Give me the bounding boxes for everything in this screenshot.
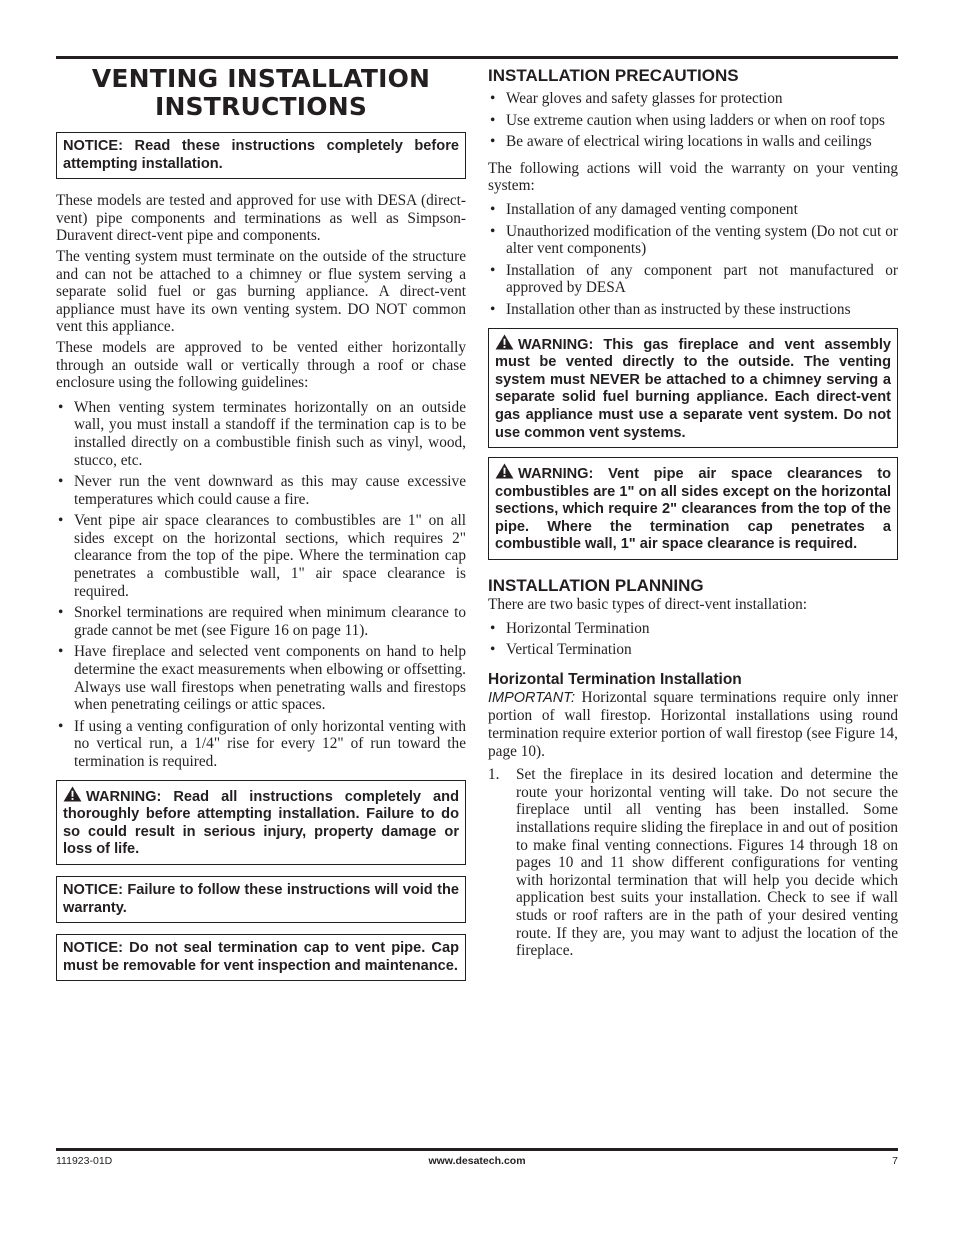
warning-triangle-icon — [495, 334, 514, 350]
planning-heading: INSTALLATION PLANNING — [488, 576, 704, 596]
step-number: 1. — [488, 766, 500, 784]
notice-void-warranty: NOTICE: Failure to follow these instructions will void the warranty. — [56, 876, 466, 923]
list-item: • Vent pipe air space clearances to combustibles are 1" on all sides except on the horizontal sections, which requires 2" clearance from the top of the pipe. Where the termination cap penetrates a combustible wall, 1" air space clearance is required. — [56, 512, 466, 600]
warning-triangle-icon — [495, 463, 514, 479]
termination-paragraph: The venting system must terminate on the outside of the structure and can not be attached to a chimney or flue system serving a separate solid fuel or gas burning appliance. A direct-vent appliance must have its own venting system. DO NOT common vent this appliance. — [56, 247, 466, 336]
list-item: • Never run the vent downward as this may cause excessive temperatures which could cause a fire. — [56, 473, 466, 508]
list-item: • Horizontal Termination — [488, 620, 898, 638]
list-item: • Use extreme caution when using ladders or when on roof tops — [488, 112, 898, 130]
notice-do-not-seal: NOTICE: Do not seal termination cap to vent pipe. Cap must be removable for vent inspection and maintenance. — [56, 934, 466, 981]
footer-website: www.desatech.com — [428, 1155, 526, 1167]
footer-doc-number: 111923-01D — [56, 1155, 113, 1167]
page-title: VENTING INSTALLATION INSTRUCTIONS — [91, 64, 431, 121]
list-item: • Installation of any component part not manufactured or approved by DESA — [488, 262, 898, 297]
top-rule — [56, 56, 898, 59]
list-item: • Installation of any damaged venting component — [488, 201, 898, 219]
precautions-list — [488, 90, 898, 151]
list-item: • Wear gloves and safety glasses for protection — [488, 90, 898, 108]
void-list — [488, 201, 898, 319]
footer-rule — [56, 1148, 898, 1151]
list-item: • Snorkel terminations are required when minimum clearance to grade cannot be met (see Figure 16 on page 11). — [56, 604, 466, 639]
guidelines-paragraph: These models are approved to be vented either horizontally through an outside wall or vertically through a roof or chase enclosure using the following guidelines: — [56, 338, 466, 392]
precautions-heading: INSTALLATION PRECAUTIONS — [488, 66, 739, 85]
important-paragraph: IMPORTANT: Horizontal square terminations require only inner portion of wall firestop. Horizontal installations using round termination require exterior portion of wall firestop (see Figure 14, page 10). — [488, 688, 898, 760]
notice-read-instructions: NOTICE: Read these instructions completely before attempting installation. — [56, 132, 466, 179]
warning-clearances: WARNING: Vent pipe air space clearances to combustibles are 1" on all sides except on the horizontal sections, which require 2" clearances from the top of the pipe. Where the termination cap penetrates a combustible wall, 1" air space clearance is required. — [488, 457, 898, 560]
important-label: IMPORTANT: — [488, 689, 575, 706]
horizontal-termination-heading: Horizontal Termination Installation — [488, 670, 742, 688]
planning-list — [488, 620, 898, 659]
footer-page-number: 7 — [892, 1155, 898, 1167]
warning-read-instructions: WARNING: Read all instructions completely and thoroughly before attempting installation. Failure to do so could result in serious injury, property damage or loss of life. — [56, 780, 466, 865]
left-column — [56, 63, 466, 981]
guidelines-list — [56, 399, 466, 771]
list-item: • Have fireplace and selected vent components on hand to help determine the exact measurements when elbowing or offsetting. Always use wall firestops when penetrating walls and firestops when penetrating ceilings or attic spaces. — [56, 643, 466, 713]
planning-intro: There are two basic types of direct-vent installation: — [488, 596, 807, 614]
void-intro: The following actions will void the warranty on your venting system: — [488, 159, 898, 195]
list-item: • Be aware of electrical wiring locations in walls and ceilings — [488, 133, 898, 151]
list-item: • If using a venting configuration of only horizontal venting with no vertical run, a 1/4" rise for every 12" of run toward the termination is required. — [56, 718, 466, 771]
list-item: • Unauthorized modification of the venting system (Do not cut or alter vent components) — [488, 223, 898, 258]
list-item: • Installation other than as instructed by these instructions — [488, 301, 898, 319]
steps-list — [488, 766, 898, 960]
intro-paragraph: These models are tested and approved for use with DESA (direct-vent) pipe components and terminations as well as Simpson-Duravent direct-vent pipe and components. — [56, 192, 466, 245]
warning-vent-outside: WARNING: This gas fireplace and vent assembly must be vented directly to the outside. The venting system must NEVER be attached to a chimney serving a separate solid fuel burning appliance. Each direct-vent gas appliance must use a separate vent system. Do not use common vent systems. — [488, 328, 898, 449]
list-item: • Vertical Termination — [488, 641, 898, 659]
right-column — [488, 63, 898, 960]
list-item: 1. Set the fireplace in its desired location and determine the route your horizontal venting will take. Do not secure the fireplace until all venting has been installed. Some installations require sliding the fireplace in and out of position to make final venting connections. Figures 14 through 18 on pages 10 and 11 show different configurations for venting with horizontal termination that will help you decide which application best suits your installation. Check to see if wall studs or roof rafters are in the path of your desired venting route. If they are, you may want to adjust the location of the fireplace. — [488, 766, 898, 960]
warning-triangle-icon — [63, 786, 82, 802]
list-item: • When venting system terminates horizontally on an outside wall, you must install a standoff if the termination cap is to be installed directly on a combustible finish such as vinyl, wood, stucco, etc. — [56, 399, 466, 469]
